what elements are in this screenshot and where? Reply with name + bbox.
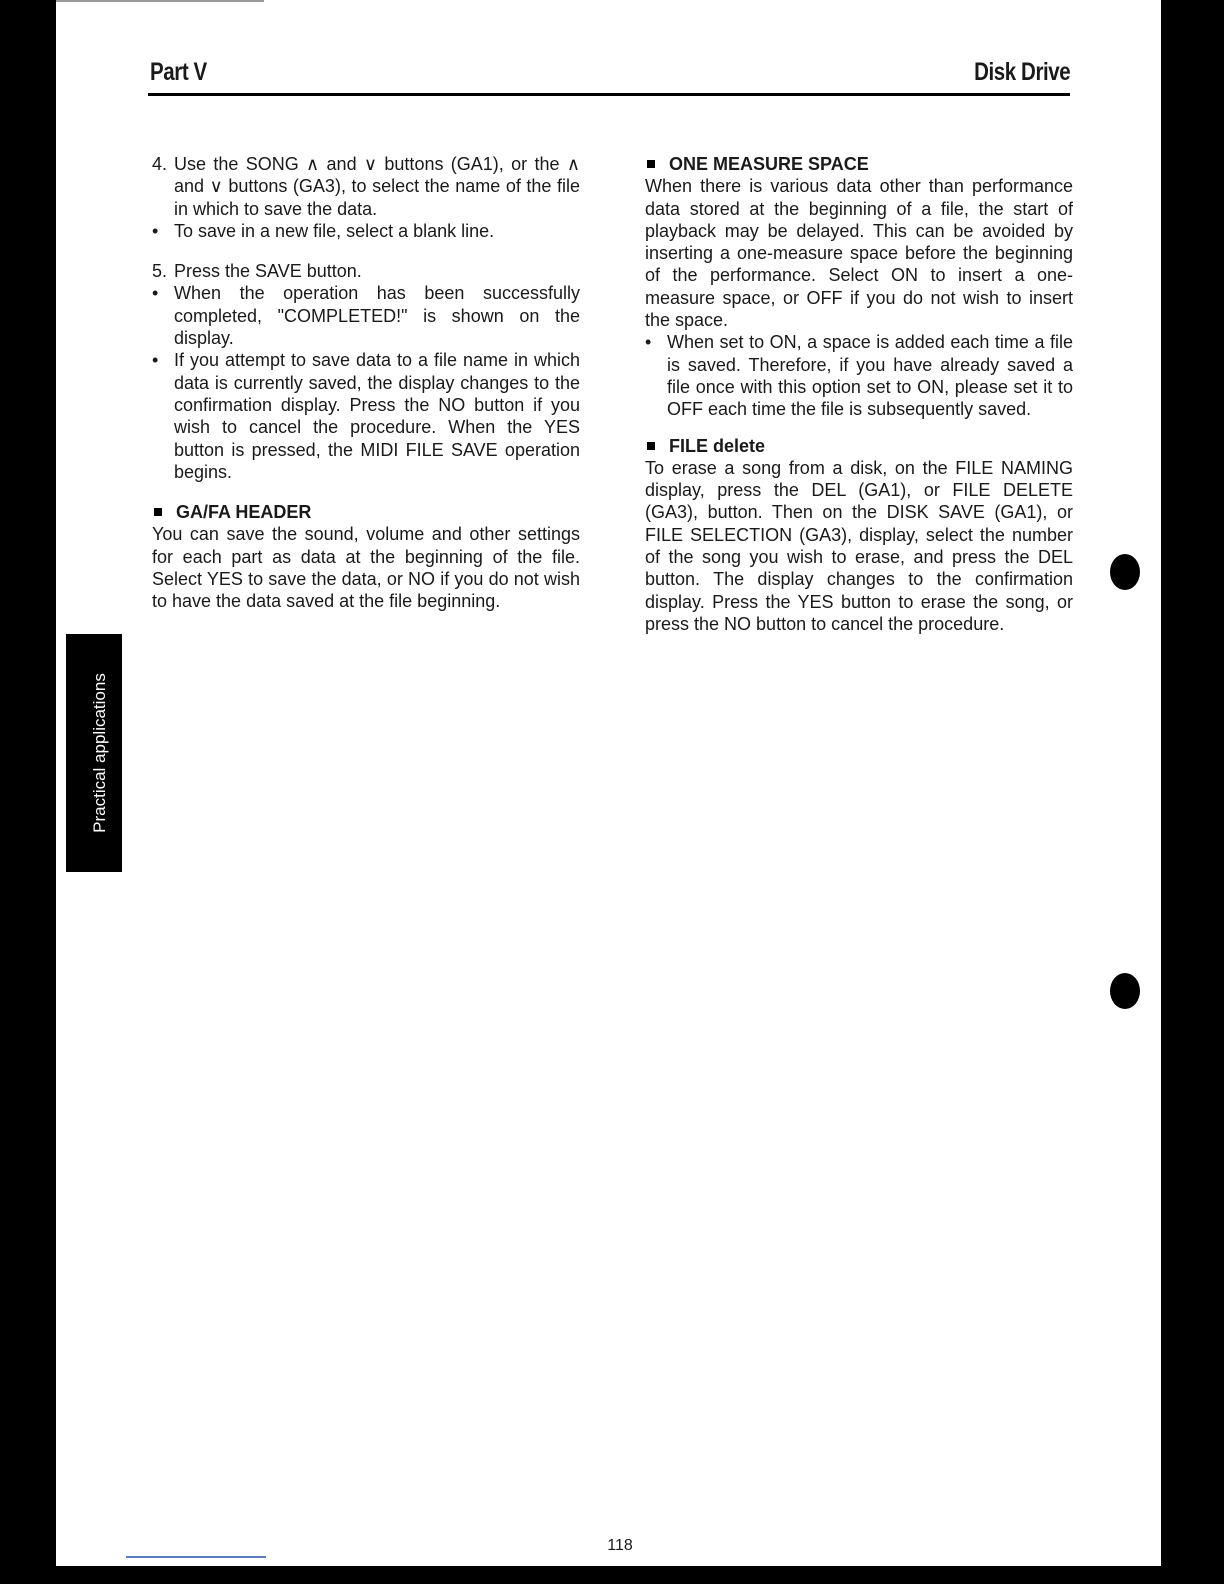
page-number: 118 [607, 1537, 633, 1554]
bullet-icon: • [152, 220, 159, 241]
square-bullet-icon [154, 508, 162, 516]
left-column [152, 153, 580, 613]
bullet-icon: • [152, 350, 159, 371]
scan-bottom-mark [126, 1556, 266, 1558]
bullet-text: To save in a new file, select a blank line. [174, 220, 495, 241]
scan-border-left [0, 0, 56, 1584]
bullet-icon: • [645, 332, 652, 353]
bullet-item [152, 282, 580, 349]
part-heading: Part V [150, 58, 207, 86]
section-title-text: FILE delete [669, 435, 766, 456]
section-title-text: ONE MEASURE SPACE [669, 154, 869, 174]
side-tab-label: Practical applications [90, 673, 109, 833]
bullet-icon: • [152, 283, 159, 304]
scan-top-mark [56, 0, 264, 2]
section-paragraph: When there is various data other than performance data stored at the beginning of a file, the start of playback may be delayed. This can be avoided by inserting a one-measure space before the beginning of the performance. Select ON to insert a one-measure space, or OFF if you do not wish to insert the space. [645, 176, 1073, 331]
scan-border-bottom [0, 1566, 1224, 1584]
step-5 [152, 260, 580, 282]
step-text: Use the SONG ∧ and ∨ buttons (GA1), or the ∧ and ∨ buttons (GA3), to select the name of the file in which to save the data. [174, 154, 580, 219]
section-paragraph: You can save the sound, volume and other settings for each part as data at the beginning of the file. Select YES to save the data, or NO if you do not wish to have the data saved at the file beginning. [152, 524, 580, 612]
section-heading: Disk Drive [973, 58, 1070, 86]
bullet-text: When the operation has been successfully completed, "COMPLETED!" is shown on the display. [174, 283, 580, 349]
section-title-one-measure-space [645, 153, 1073, 175]
section-title-file-delete [645, 435, 1073, 457]
step-number: 5. [152, 261, 168, 282]
square-bullet-icon [647, 160, 655, 168]
scan-border-right [1161, 0, 1224, 1584]
section-paragraph: To erase a song from a disk, on the FILE NAMING display, press the DEL (GA1), or FILE DELETE (GA3), button. Then on the DISK SAVE (GA1), or FILE SELECTION (GA3), display, select the number of the song you wish to erase, and press the DEL button. The display changes to the confirmation display. Press the YES button to erase the song, or press the NO button to cancel the procedure. [645, 457, 1073, 634]
bullet-item [152, 349, 580, 483]
bullet-text: When set to ON, a space is added each time a file is saved. Therefore, if you have already saved a file once with this option set to ON, please set it to OFF each time the file is subsequently saved. [667, 332, 1073, 420]
punch-hole [1110, 973, 1140, 1009]
header-rule [148, 93, 1070, 96]
punch-hole [1110, 554, 1140, 590]
step-number: 4. [152, 154, 168, 174]
bullet-item [645, 331, 1073, 420]
step-text: Press the SAVE button. [174, 261, 362, 282]
bullet-text: If you attempt to save data to a file name in which data is currently saved, the display changes to the confirmation display. Press the NO button if you wish to cancel the procedure. When the YES button is pressed, the MIDI FILE SAVE operation begins. [174, 350, 580, 482]
right-column [645, 153, 1073, 635]
square-bullet-icon [647, 442, 655, 450]
section-title-text: GA/FA HEADER [176, 502, 312, 523]
step-4 [152, 153, 580, 220]
section-title-gafa-header [152, 501, 580, 523]
bullet-item [152, 220, 580, 242]
